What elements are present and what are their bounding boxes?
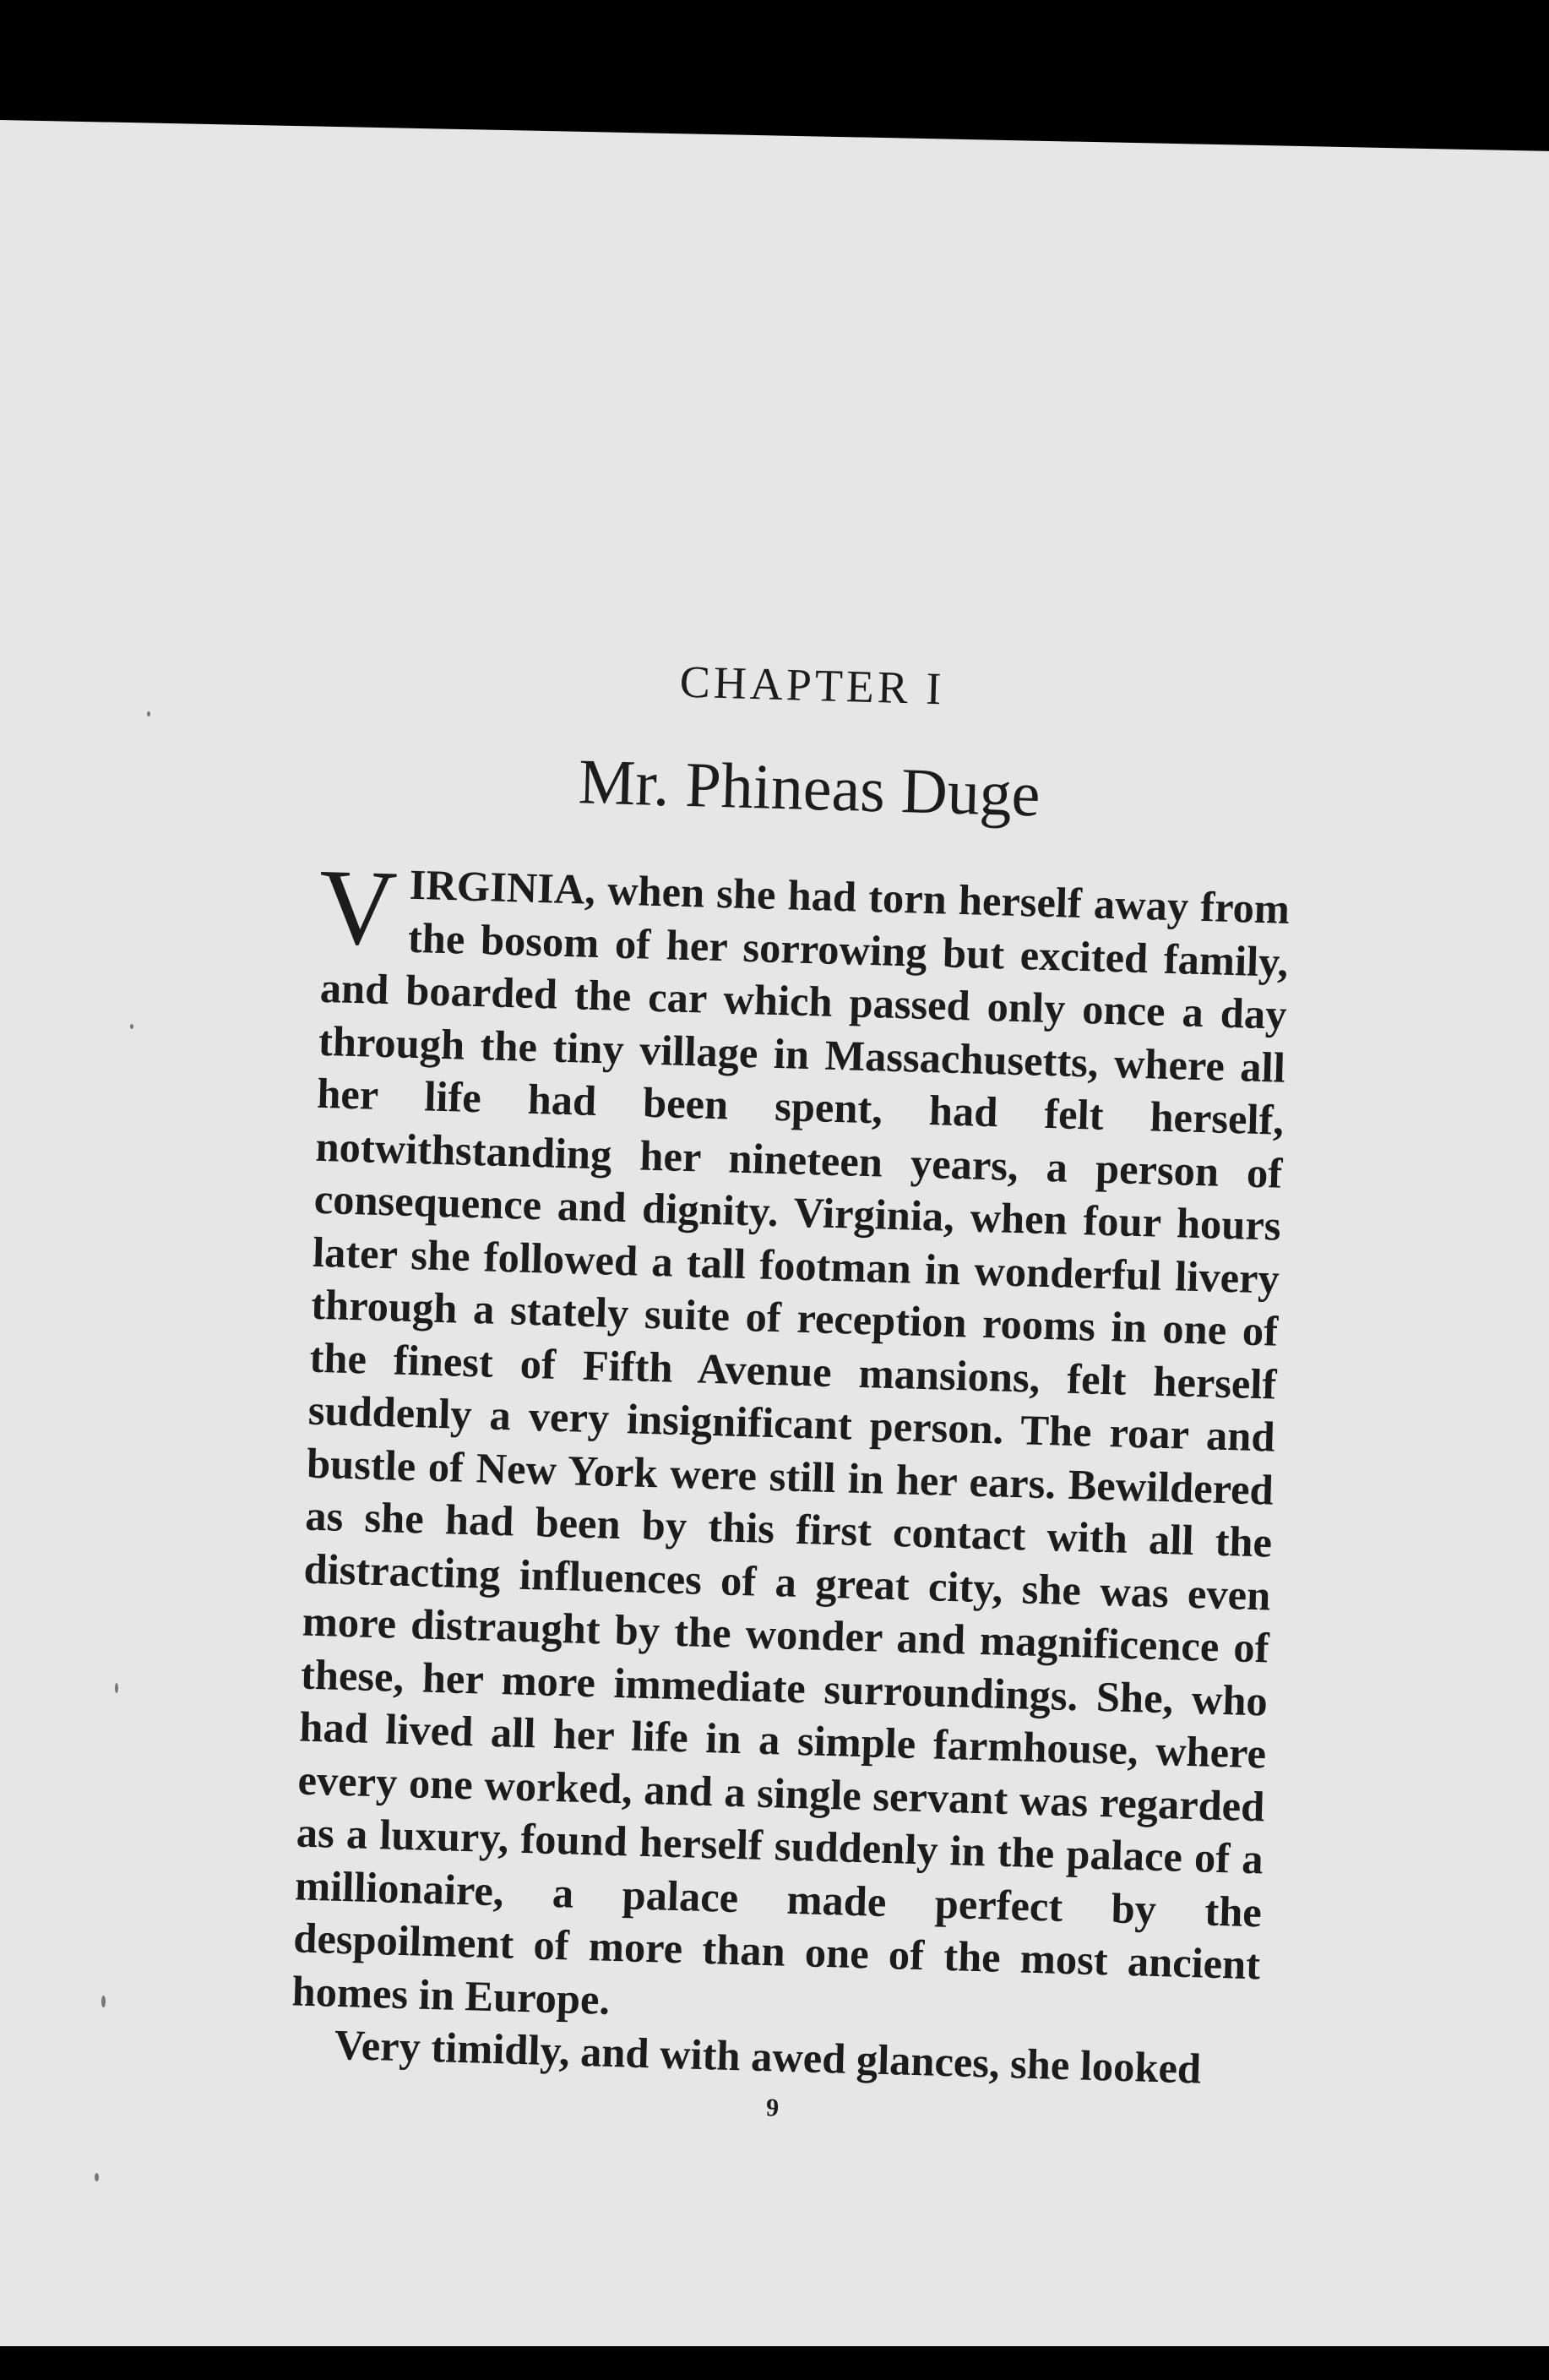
margin-mark bbox=[130, 1024, 133, 1029]
paragraph-text: Very timidly, and with awed glances, she looked bbox=[334, 2020, 1202, 2093]
margin-mark bbox=[147, 711, 150, 716]
body-paragraph bbox=[291, 846, 1291, 2044]
chapter-title: Mr. Phineas Duge bbox=[577, 746, 1041, 831]
page-number: 9 bbox=[765, 2093, 780, 2122]
paragraph-text: IRGINIA, when she had torn herself away from the bosom of her sorrowing but excited family, and boarded the car which passed only once a day through the tiny village in Massachusetts, where all her life had been spent, had felt herself, notwithstanding her nineteen years, a person of consequence and dignity. Virginia, when four hours later she followed a tall footman in wonderful livery through a stately suite of reception rooms in one of the finest of Fifth Avenue mansions, felt herself suddenly a very insignificant person. The roar and bustle of New York were still in her ears. Bewildered as she had been by this first contact with all the distracting influences of a great city, she was even more distraught by the wonder and magnificence of these, her more immediate surroundings. She, who had lived all her life in a simple farmhouse, where every one worked, and a single servant was regarded as a luxury, found herself suddenly in the palace of a millionaire, a palace made perfect by the despoilment of more than one of the most ancient homes in Europe. bbox=[291, 860, 1291, 2023]
drop-cap: V bbox=[317, 846, 399, 969]
page-content bbox=[289, 645, 1296, 2136]
margin-mark bbox=[115, 1683, 118, 1693]
margin-mark bbox=[101, 1996, 106, 2007]
margin-mark bbox=[95, 2173, 99, 2181]
dust-speck bbox=[1066, 86, 1084, 98]
chapter-label: CHAPTER I bbox=[679, 656, 946, 715]
